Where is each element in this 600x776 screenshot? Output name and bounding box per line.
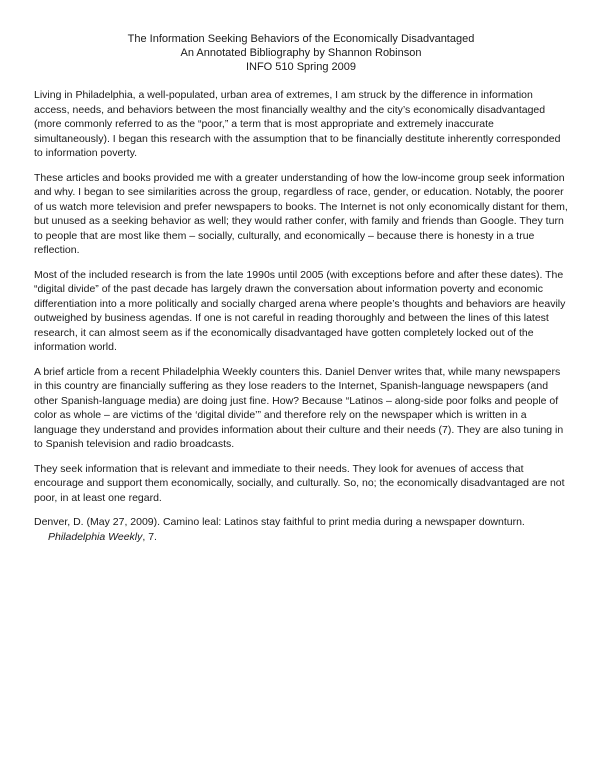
paragraph-philadelphia-weekly: A brief article from a recent Philadelphia Weekly counters this. Daniel Denver writes that, while many newspapers in this country are financially suffering as they lose readers to the Internet, Spanish-language newspapers (and other Spanish-language media) are doing just fine. How? Because “Latinos – along-side poor folks and people of color as whole – are victims of the ‘digital divide’” and therefore rely on the newspaper which is written in a language they understand and provides information about their culture and their needs (7). They are also tuning in to Spanish television and radio broadcasts. bbox=[34, 365, 564, 450]
paragraph-intro: Living in Philadelphia, a well-populated, urban area of extremes, I am struck by the difference in information access, needs, and behaviors between the most financially wealthy and the city’s economically disadvantaged (more commonly referred to as the “poor,” a term that is most appropriate and extremely inaccurate simultaneously). I began this research with the assumption that to be financially destitute inherently corresponded to information poverty. bbox=[34, 89, 561, 159]
paragraph-research-period: Most of the included research is from the late 1990s until 2005 (with exceptions before and after these dates). The “digital divide” of the past decade has largely drawn the conversation about information poverty and economic differentiation into a more politically and socially charged arena where people’s thoughts and behaviors are heavily outweighed by business agendas. If one is not careful in reading thoroughly and between the lines of this latest research, it can almost seem as if the economically disadvantaged have gotten completely locked out of the information world. bbox=[34, 268, 566, 353]
course-info: INFO 510 Spring 2009 bbox=[245, 61, 357, 73]
citation-page: , 7. bbox=[142, 530, 157, 543]
paragraph-conclusion: They seek information that is relevant and immediate to their needs. They look for avenues of access that encourage and support them economically, socially, and culturally. So, no; the economically disadvantaged are not poor, in at least one regard. bbox=[34, 462, 565, 504]
bibliography-citation bbox=[34, 515, 568, 544]
document-header bbox=[34, 32, 568, 74]
citation-source-line bbox=[34, 530, 568, 545]
paragraph-findings: These articles and books provided me with a greater understanding of how the low-income group seek information and why. I began to see similarities across the group, regardless of race, gender, or education. Notably, the poorer of us watch more television and prefer newspapers to books. The Internet is not only economically distant for them, but unused as a seeking behavior as well; they would rather confer, with family and friends than Google. They turn to people that are most like them – socially, culturally, and economically – because there is honesty in a true reflection. bbox=[34, 171, 568, 256]
citation-journal: Philadelphia Weekly bbox=[48, 530, 143, 543]
document-subtitle: An Annotated Bibliography by Shannon Robinson bbox=[180, 47, 422, 59]
document-page bbox=[34, 32, 568, 544]
document-title: The Information Seeking Behaviors of the Economically Disadvantaged bbox=[127, 33, 475, 45]
citation-main: Denver, D. (May 27, 2009). Camino leal: Latinos stay faithful to print media during a newspaper downturn. bbox=[34, 516, 525, 528]
